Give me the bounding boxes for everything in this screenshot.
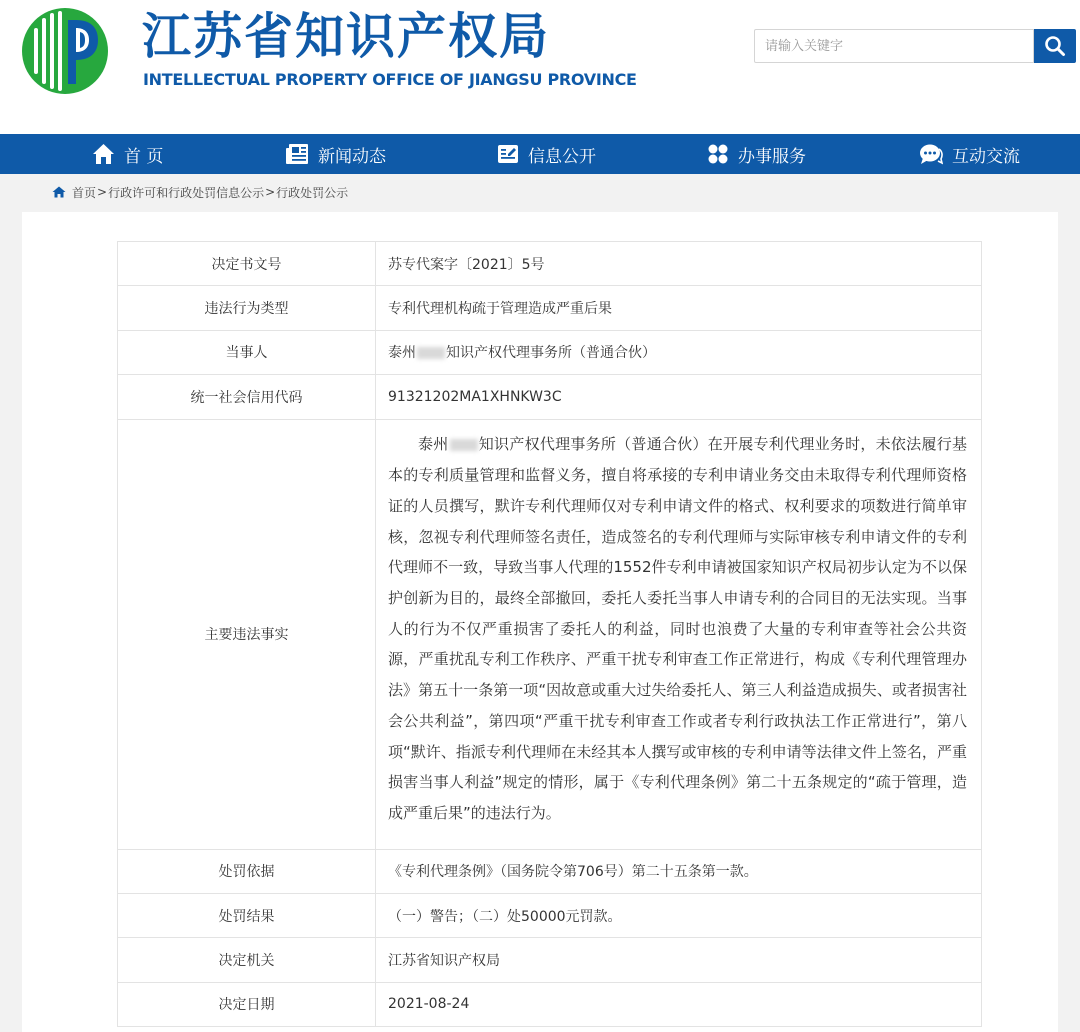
row-label: 决定日期 <box>118 982 376 1026</box>
main-nav <box>0 134 1080 174</box>
table-row <box>118 982 982 1026</box>
jiangsu-ipo-logo-icon[interactable] <box>20 6 110 96</box>
facts-body: 知识产权代理事务所（普通合伙）在开展专利代理业务时，未依法履行基本的专利质量管理和监督义务，擅自将承接的专利申请业务交由未取得专利代理师资格证的人员撰写，默许专利代理师仅对专利申请文件的格式、权利要求的项数进行简单审核，忽视专利代理师签名责任，造成签名的专利代理师与实际审核专利申请文件的专利代理师不一致，导致当事人代理的1552件专利申请被国家知识产权局初步认定为不以保护创新为目的，最终全部撤回，委托人委托当事人申请专利的合同目的无法实现。当事人的行为不仅严重损害了委托人的利益，同时也浪费了大量的专利审查等社会公共资源，严重扰乱专利工作秩序、严重干扰专利审查工作正常进行，构成《专利代理管理办法》第五十一条第一项“因故意或重大过失给委托人、第三人利益造成损失、或者损害社会公共利益”，第四项“严重干扰专利审查工作或者专利行政执法工作正常进行”，第八项“默许、指派专利代理师在未经其本人撰写或审核的专利申请等法律文件上签名，严重损害当事人利益”规定的情形，属于《专利代理条例》第二十五条规定的“疏于管理，造成严重后果”的违法行为。 <box>388 435 967 822</box>
nav-item-news[interactable] <box>285 134 386 174</box>
redacted-text <box>417 347 445 359</box>
row-value: 江苏省知识产权局 <box>376 938 982 982</box>
nav-item-info[interactable] <box>497 134 596 174</box>
breadcrumb-separator: > <box>97 185 108 199</box>
nav-item-label: 信息公开 <box>528 146 596 167</box>
row-value: 专利代理机构疏于管理造成严重后果 <box>376 286 982 330</box>
row-label: 处罚依据 <box>118 849 376 893</box>
row-value: 《专利代理条例》（国务院令第706号）第二十五条第一款。 <box>376 849 982 893</box>
facts-prefix: 泰州 <box>418 435 449 454</box>
table-row <box>118 286 982 330</box>
breadcrumb <box>52 183 348 201</box>
newspaper-icon <box>285 143 309 165</box>
breadcrumb-link-penalty[interactable]: 行政处罚公示 <box>276 185 349 200</box>
site-title: 江苏省知识产权局 <box>142 8 551 65</box>
search-box <box>754 29 1034 63</box>
row-label: 处罚结果 <box>118 893 376 937</box>
row-value: （一）警告；（二）处50000元罚款。 <box>376 893 982 937</box>
violation-facts-text <box>388 429 967 838</box>
row-value <box>376 330 982 374</box>
nav-item-label: 首 页 <box>124 146 164 167</box>
table-row <box>118 938 982 982</box>
table-row <box>118 375 982 419</box>
breadcrumb-separator: > <box>265 185 276 199</box>
row-label: 当事人 <box>118 330 376 374</box>
row-label: 统一社会信用代码 <box>118 375 376 419</box>
nav-item-services[interactable] <box>707 134 806 174</box>
site-subtitle: INTELLECTUAL PROPERTY OFFICE OF JIANGSU PROVINCE <box>143 70 637 89</box>
row-value: 苏专代案字〔2021〕5号 <box>376 242 982 286</box>
table-row <box>118 893 982 937</box>
site-header <box>0 0 1080 134</box>
nav-item-interact[interactable] <box>919 134 1020 174</box>
table-row <box>118 419 982 849</box>
breadcrumb-link-disclosure[interactable]: 行政许可和行政处罚信息公示 <box>108 185 265 200</box>
nav-item-label: 互动交流 <box>952 146 1020 167</box>
home-icon <box>92 143 115 165</box>
redacted-text <box>450 439 478 451</box>
nav-item-label: 新闻动态 <box>318 146 386 167</box>
grid-icon <box>707 143 729 165</box>
home-icon <box>52 186 66 198</box>
table-row <box>118 242 982 286</box>
row-label: 决定书文号 <box>118 242 376 286</box>
nav-item-label: 办事服务 <box>738 146 806 167</box>
search-icon <box>1044 35 1066 57</box>
party-name-prefix: 泰州 <box>388 345 416 362</box>
row-label: 主要违法事实 <box>118 419 376 849</box>
breadcrumb-link-home[interactable]: 首页 <box>72 185 97 200</box>
row-value <box>376 419 982 849</box>
table-row <box>118 330 982 374</box>
party-name-suffix: 知识产权代理事务所（普通合伙） <box>446 345 656 362</box>
row-value: 2021-08-24 <box>376 982 982 1026</box>
table-row <box>118 849 982 893</box>
search-input[interactable] <box>755 30 1033 62</box>
search-button[interactable] <box>1034 29 1076 63</box>
nav-item-home[interactable] <box>92 134 163 174</box>
chat-icon <box>919 143 943 165</box>
row-label: 违法行为类型 <box>118 286 376 330</box>
row-label: 决定机关 <box>118 938 376 982</box>
penalty-info-table <box>117 241 982 1027</box>
row-value: 91321202MA1XHNKW3C <box>376 375 982 419</box>
info-board-icon <box>497 143 519 165</box>
